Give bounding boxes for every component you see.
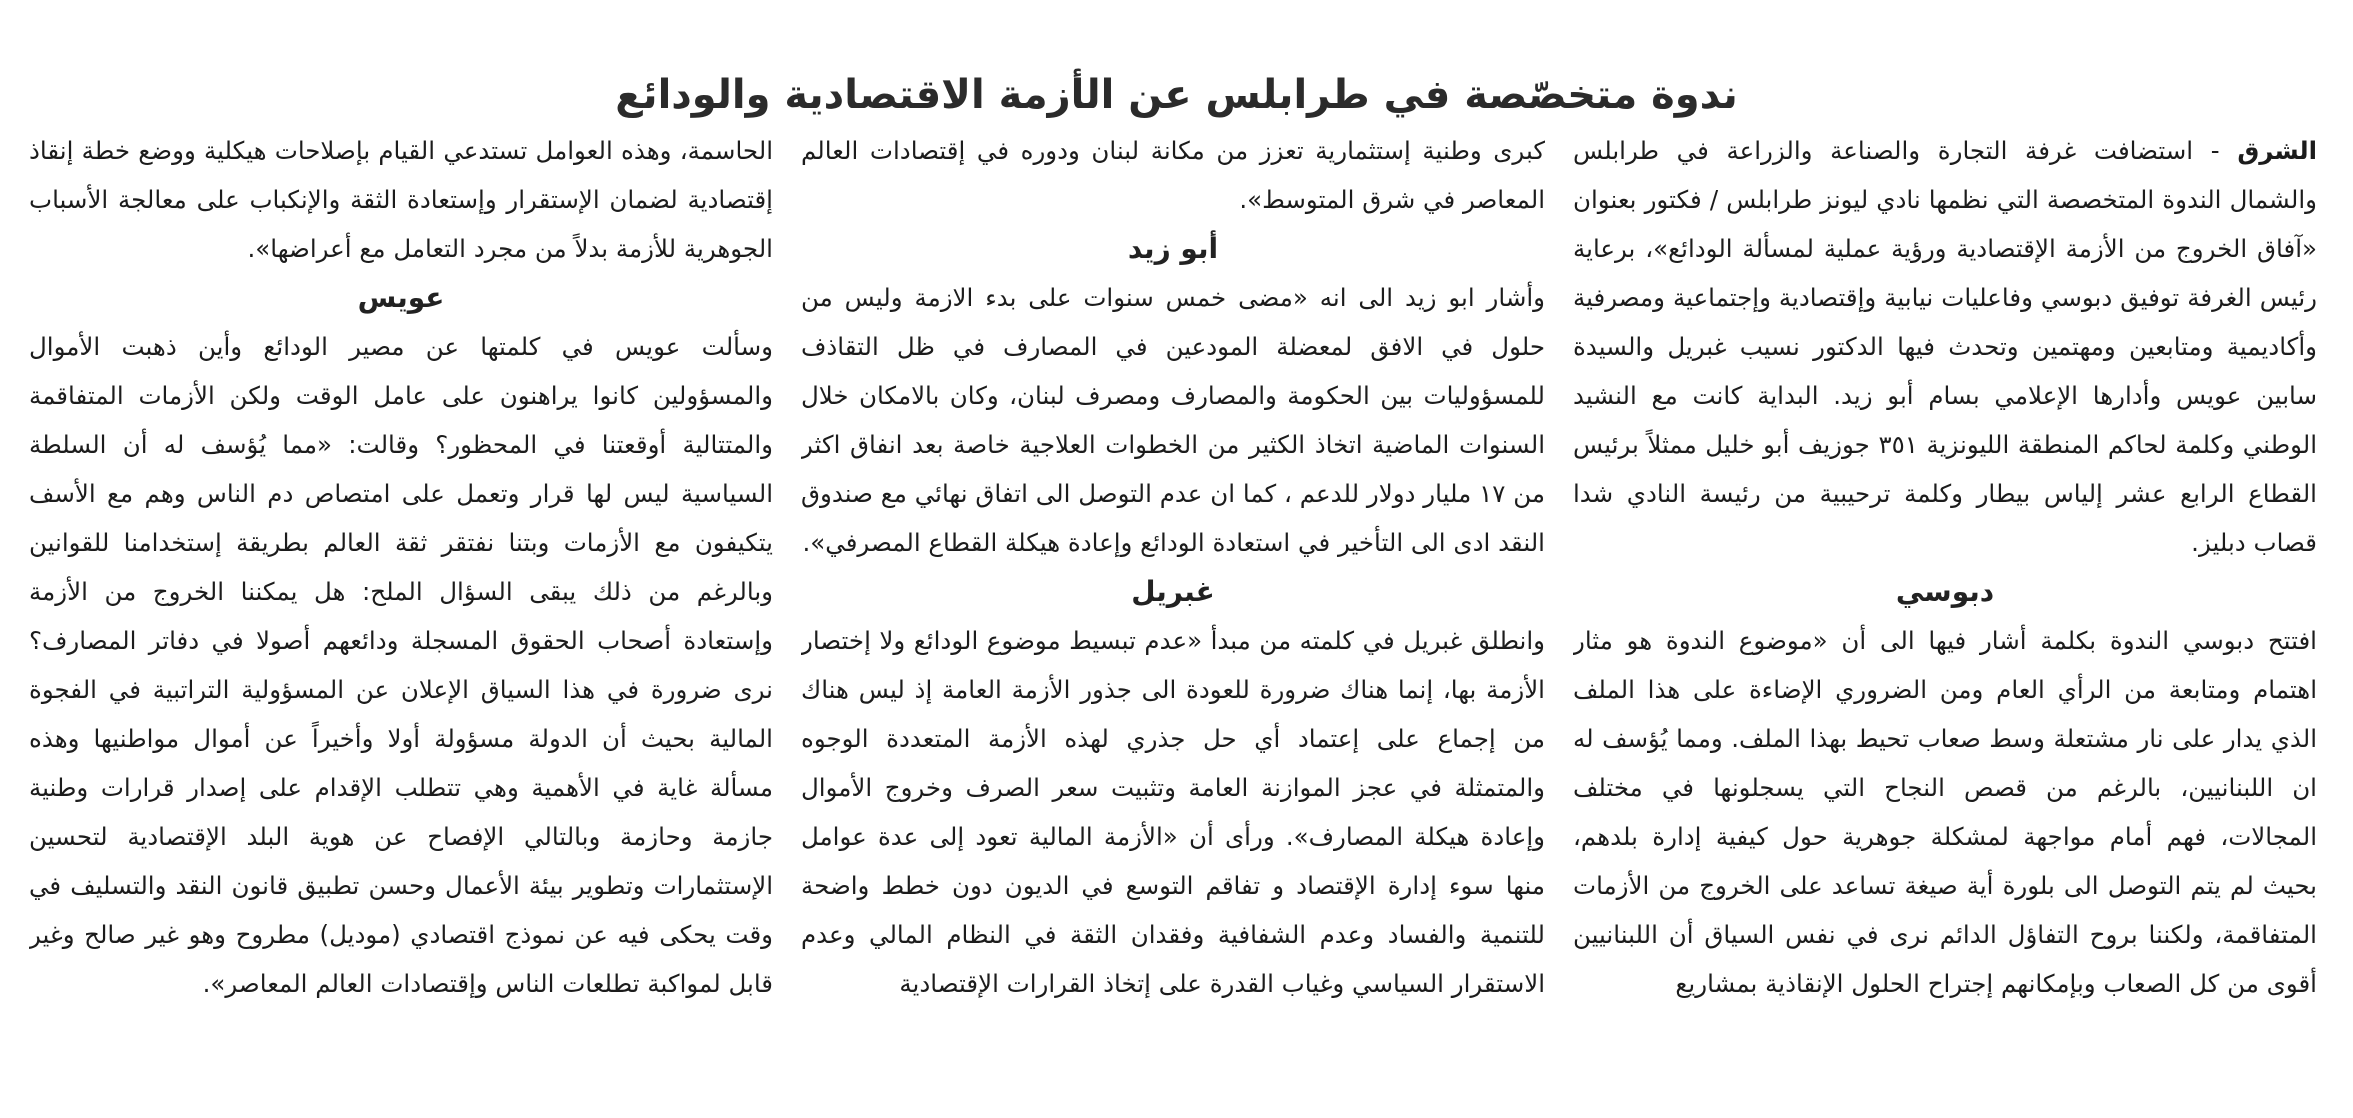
article-paragraph <box>29 322 773 1008</box>
paragraph-text: وسألت عويس في كلمتها عن مصير الودائع وأين ذهبت الأموال والمسؤولين كانوا يراهنون على عامل الوقت ولكن الأزمات المتفاقمة والمتتالية أوقعتنا في المحظور؟ وقالت: «مما يُؤسف له أن السلطة السياسية ليس لها قرار وتعمل على امتصاص دم الناس وهم مع الأسف يتكيفون مع الأزمات وبتنا نفتقر ثقة العالم بطريقة إستخدامنا للقوانين وبالرغم من ذلك يبقى السؤال الملح: هل يمكننا الخروج من الأزمة وإستعادة أصحاب الحقوق المسجلة ودائعهم أصولا في دفاتر المصارف؟ نرى ضرورة في هذا السياق الإعلان عن المسؤولية التراتبية في الفجوة المالية بحيث أن الدولة مسؤولة أولا وأخيراً عن أموال مواطنيها وهذه مسألة غاية في الأهمية وهي تتطلب الإقدام على إصدار قرارات وطنية جازمة وحازمة وبالتالي الإفصاح عن هوية البلد الإقتصادية لتحسين الإستثمارات وتطوير بيئة الأعمال وحسن تطبيق قانون النقد والتسليف في وقت يحكى فيه عن نموذج اقتصادي (موديل) مطروح وهو غير صالح وغير قابل لمواكبة تطلعات الناس وإقتصادات العالم المعاصر». <box>29 332 773 998</box>
article-headline: ندوة متخصّصة في طرابلس عن الأزمة الاقتصادية والودائع <box>615 71 1738 118</box>
paragraph-text: افتتح دبوسي الندوة بكلمة أشار فيها الى أن «موضوع الندوة هو مثار اهتمام ومتابعة من الرأي العام ومن الضروري الإضاءة على هذا الملف الذي يدار على نار مشتعلة وسط صعاب تحيط بهذا الملف. ومما يُؤسف له ان اللبنانيين، بالرغم من قصص النجاح التي يسجلونها في مختلف المجالات، فهم أمام مواجهة لمشكلة جوهرية حول كيفية إدارة بلدهم، بحيث لم يتم التوصل الى بلورة أية صيغة تساعد على الخروج من الأزمات المتفاقمة، ولكننا بروح التفاؤل الدائم نرى في نفس السياق أن اللبنانيين أقوى من كل الصعاب وبإمكانهم إجتراح الحلول الإنقاذية بمشاريع <box>1573 626 2317 998</box>
paragraph-text: الحاسمة، وهذه العوامل تستدعي القيام بإصلاحات هيكلية ووضع خطة إنقاذ إقتصادية لضمان الإستقرار وإستعادة الثقة والإنكباب على معالجة الأسباب الجوهرية للأزمة بدلاً من مجرد التعامل مع أعراضها». <box>29 136 773 263</box>
paragraph-text: وأشار ابو زيد الى انه «مضى خمس سنوات على بدء الازمة وليس من حلول في الافق لمعضلة المودعين في المصارف في ظل التقاذف للمسؤوليات بين الحكومة والمصارف ومصرف لبنان، وكان بالامكان خلال السنوات الماضية اتخاذ الكثير من الخطوات العلاجية خاصة بعد انفاق اكثر من ١٧ مليار دولار للدعم ، كما ان عدم التوصل الى اتفاق نهائي مع صندوق النقد ادى الى التأخير في استعادة الودائع وإعادة هيكلة القطاع المصرفي». <box>801 283 1545 557</box>
article-paragraph <box>29 126 773 273</box>
article-paragraph <box>1573 126 2317 567</box>
article-paragraph <box>801 273 1545 567</box>
article-paragraph <box>801 126 1545 224</box>
section-subheading: عويس <box>357 281 445 314</box>
section-subheading: دبوسي <box>1895 575 1995 608</box>
paragraph-text: - استضافت غرفة التجارة والصناعة والزراعة في طرابلس والشمال الندوة المتخصصة التي نظمها نادي ليونز طرابلس / فكتور بعنوان «آفاق الخروج من الأزمة الإقتصادية ورؤية عملية لمسألة الودائع»، برعاية رئيس الغرفة توفيق دبوسي وفاعليات نيابية وإقتصادية وإجتماعية ومصرفية وأكاديمية ومتابعين ومهتمين وتحدث فيها الدكتور نسيب غبريل والسيدة سابين عويس وأدارها الإعلامي بسام أبو زيد. البداية كانت مع النشيد الوطني وكلمة لحاكم المنطقة الليونزية ٣٥١ جوزيف أبو خليل ممثلاً برئيس القطاع الرابع عشر إلياس بيطار وكلمة ترحيبية من رئيسة النادي شدا قصاب دبليز. <box>1573 136 2317 557</box>
dateline-source: الشرق <box>2237 136 2317 165</box>
article-column-3 <box>29 126 773 1086</box>
article-paragraph <box>1573 616 2317 1008</box>
article-paragraph <box>801 616 1545 1008</box>
article-column-2 <box>801 126 1545 1086</box>
article-column-1 <box>1573 126 2317 1086</box>
paragraph-text: كبرى وطنية إستثمارية تعزز من مكانة لبنان ودوره في إقتصادات العالم المعاصر في شرق المتوسط». <box>801 136 1545 214</box>
paragraph-text: وانطلق غبريل في كلمته من مبدأ «عدم تبسيط موضوع الودائع ولا إختصار الأزمة بها، إنما هناك ضرورة للعودة الى جذور الأزمة العامة إذ ليس هناك من إجماع على إعتماد أي حل جذري لهذه الأزمة المتعددة الوجوه والمتمثلة في عجز الموازنة العامة وتثبيت سعر الصرف وخروج الأموال وإعادة هيكلة المصارف». ورأى أن «الأزمة المالية تعود إلى عدة عوامل منها سوء إدارة الإقتصاد و تفاقم التوسع في الديون دون خطط واضحة للتنمية والفساد وعدم الشفافية وفقدان الثقة في النظام المالي وعدم الاستقرار السياسي وغياب القدرة على إتخاذ القرارات الإقتصادية <box>801 626 1545 998</box>
section-subheading: أبو زيد <box>1127 232 1219 265</box>
section-subheading: غبريل <box>1131 575 1215 608</box>
